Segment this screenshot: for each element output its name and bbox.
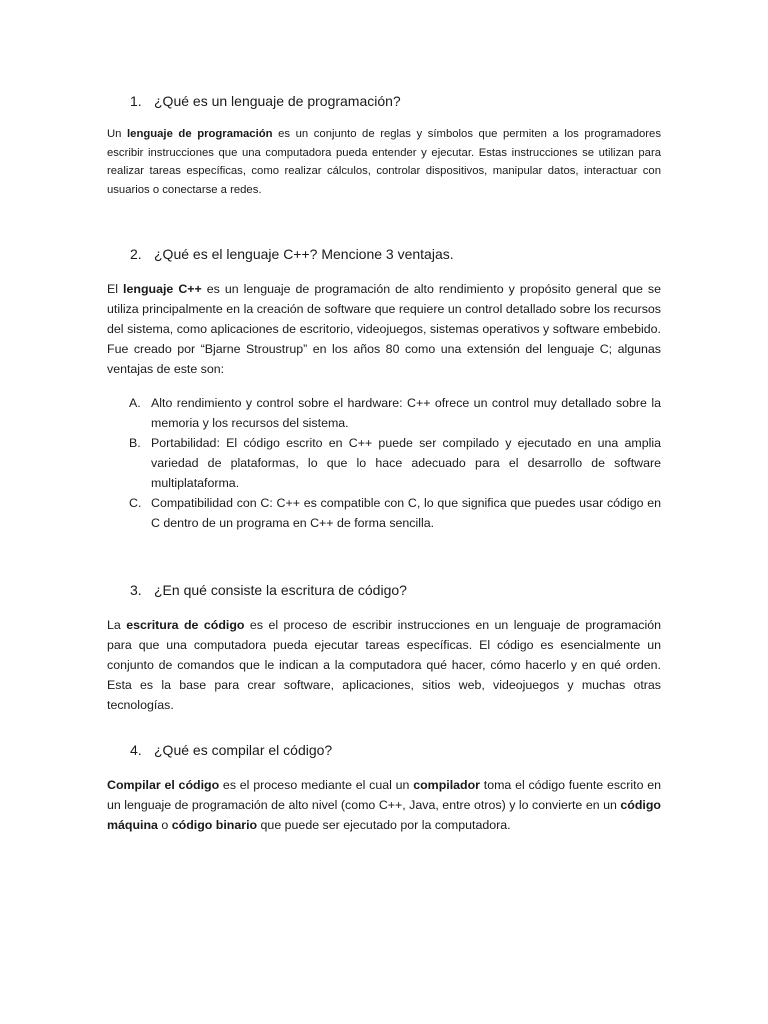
answer-4-text-3: o [157, 818, 172, 832]
advantage-b-text: El código escrito en C++ puede ser compilado y ejecutado en una amplia variedad de plataformas, lo que lo hace adecuado para el desarrollo de software multiplataforma. [151, 436, 661, 490]
answer-4-term-compilador: compilador [413, 778, 480, 792]
advantages-list [107, 393, 661, 533]
answer-3-pre: La [107, 618, 127, 632]
answer-3-body: es el proceso de escribir instrucciones en un lenguaje de programación para que una computadora pueda ejecutar tareas específicas. El código es esencialmente un conjunto de comandos que le indican a la computadora qué hacer, cómo hacerlo y en qué orden. Esta es la base para crear software, aplicaciones, sitios web, videojuegos y muchas otras tecnologías. [107, 618, 661, 712]
advantage-item-c [107, 493, 661, 533]
answer-4-text-2: toma el código fuente escrito en un lenguaje de programación de alto nivel (como C++, Java, entre otros) y lo convierte en un [107, 778, 661, 812]
answer-2-paragraph [107, 279, 661, 379]
question-2-number: 2. [130, 246, 142, 262]
advantage-item-b [107, 433, 661, 493]
advantage-a-marker: A. [129, 396, 141, 410]
question-2-text: ¿Qué es el lenguaje C++? Mencione 3 ventajas. [154, 246, 454, 262]
question-3-text: ¿En qué consiste la escritura de código? [154, 582, 407, 598]
answer-1-term: lenguaje de programación [127, 128, 273, 140]
question-3-heading [130, 582, 407, 598]
question-4-text: ¿Qué es compilar el código? [154, 742, 333, 758]
question-4-number: 4. [130, 742, 142, 758]
advantage-a-title: Alto rendimiento y control sobre el hardware: [151, 396, 403, 410]
answer-2-term: lenguaje C++ [123, 282, 202, 296]
answer-4-text-end: que puede ser ejecutado por la computadora. [257, 818, 511, 832]
question-1-text: ¿Qué es un lenguaje de programación? [154, 93, 401, 109]
answer-2-body: es un lenguaje de programación de alto rendimiento y propósito general que se utiliza principalmente en la creación de software que requiere un control detallado sobre los recursos del sistema, como aplicaciones de escritorio, videojuegos, sistemas operativos y software embebido. Fue creado por “Bjarne Stroustrup” en los años 80 como una extensión del lenguaje C; algunas ventajas de este son: [107, 282, 661, 376]
question-1-heading [130, 93, 401, 109]
advantage-c-marker: C. [129, 496, 142, 510]
advantage-b-body [151, 433, 661, 493]
advantage-b-title: Portabilidad: [151, 436, 220, 450]
advantage-a-text: C++ ofrece un control muy detallado sobre la memoria y los recursos del sistema. [151, 396, 661, 430]
advantage-c-title: Compatibilidad con C: [151, 496, 273, 510]
answer-3-paragraph [107, 615, 661, 715]
advantage-item-a [107, 393, 661, 433]
advantage-c-body [151, 493, 661, 533]
answer-3-term: escritura de código [126, 618, 245, 632]
answer-4-term-codigo-maquina: código máquina [107, 798, 661, 832]
answer-4-term-codigo-binario: código binario [171, 818, 258, 832]
question-1-number: 1. [130, 93, 142, 109]
question-3-number: 3. [130, 582, 142, 598]
answer-4-paragraph [107, 775, 661, 835]
advantage-b-marker: B. [129, 436, 141, 450]
answer-1-pre: Un [107, 128, 128, 140]
advantage-a-body [151, 393, 661, 433]
answer-1-paragraph [107, 125, 661, 199]
advantage-c-text: C++ es compatible con C, lo que significa que puedes usar código en C dentro de un programa en C++ de forma sencilla. [151, 496, 661, 530]
question-4-heading [130, 742, 332, 758]
answer-2-pre: El [107, 282, 124, 296]
question-2-heading [130, 246, 454, 262]
answer-4-text-1: es el proceso mediante el cual un [219, 778, 414, 792]
answer-4-term-compilar: Compilar el código [107, 778, 220, 792]
answer-1-body: es un conjunto de reglas y símbolos que permiten a los programadores escribir instrucciones que una computadora pueda entender y ejecutar. Estas instrucciones se utilizan para realizar tareas específicas, como realizar cálculos, controlar dispositivos, manipular datos, interactuar con usuarios o conectarse a redes. [107, 128, 661, 196]
